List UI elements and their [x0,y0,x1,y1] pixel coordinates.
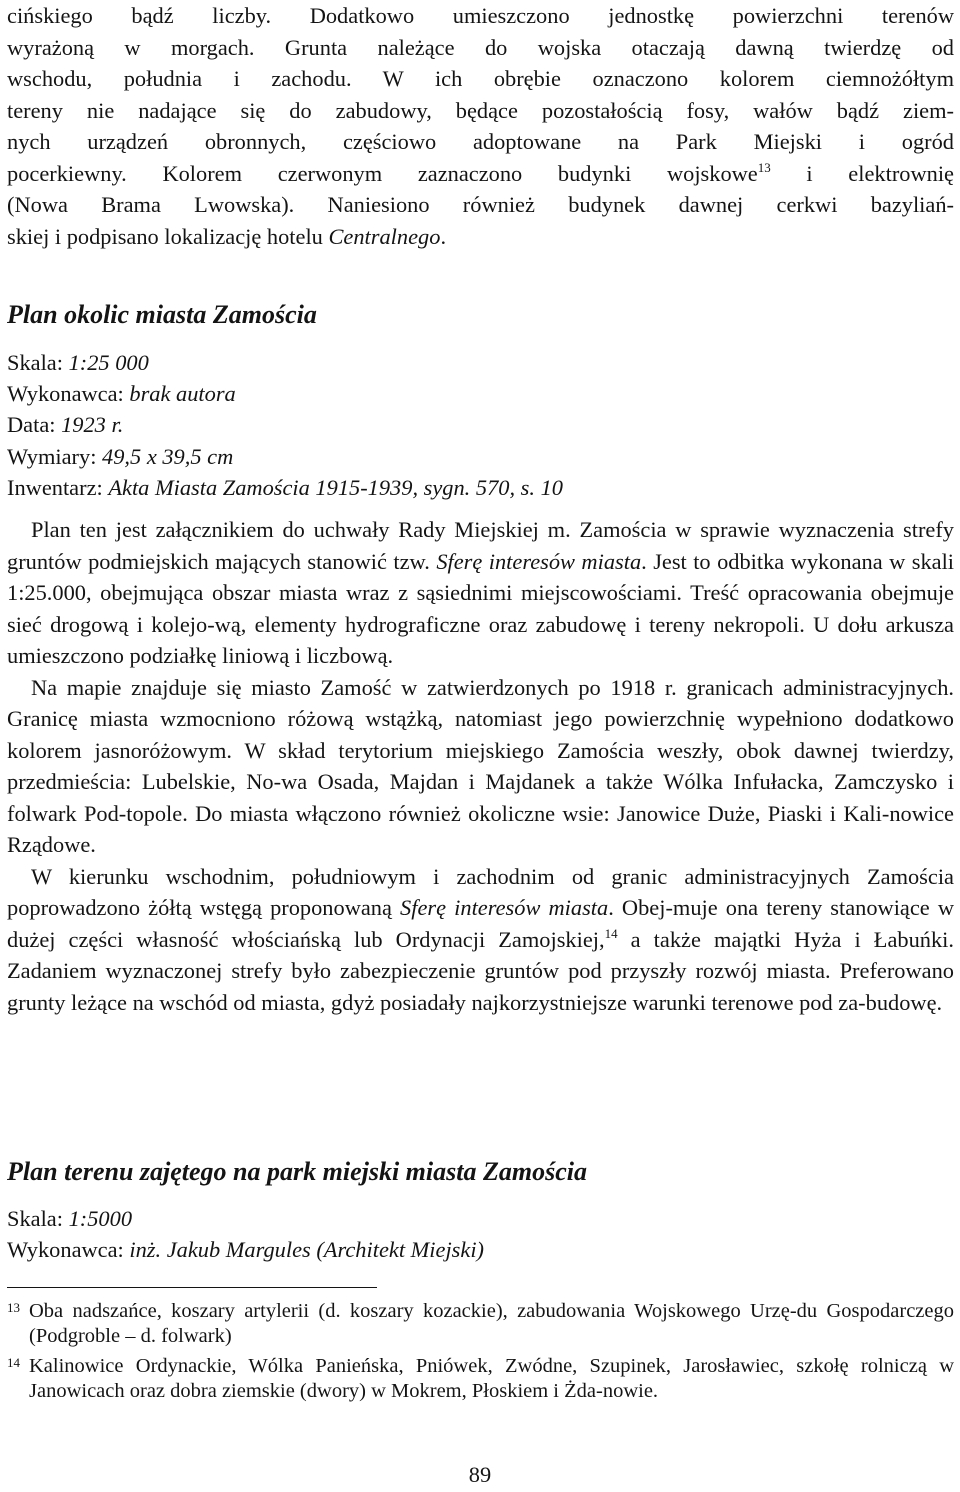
section-metadata [7,347,954,503]
text-run: . [440,223,447,249]
text-run: pocerkiewny. Kolorem czerwonym zaznaczono budynki wojskowe [7,160,758,186]
meta-dimensions [7,441,954,472]
meta-scale [7,1203,954,1234]
footnote-13 [7,1299,954,1348]
footnote-separator [7,1287,377,1288]
meta-label: Wykonawca: [7,381,130,407]
meta-scale [7,347,954,378]
footnote-text: Oba nadszańce, koszary artylerii (d. koszary kozackie), zabudowania Wojskowego Urzę-du Gospodarczego (Podgroble – d. folwark) [29,1300,954,1347]
body-paragraph: Na mapie znajduje się miasto Zamość w zatwierdzonych po 1918 r. granicach administracyjnych. Granicę miasta wzmocniono różową wstążką, natomiast jego powierzchnię wypełniono dodatkowo kolorem jasnoróżowym. W skład terytorium miejskiego Zamościa weszły, obok dawnej twierdzy, przedmieścia: Lubelskie, No-wa Osada, Majdan i Majdanek a także Wólka Infułacka, Zamczysko i folwark Pod-topole. Do miasta włączono również okoliczne wsie: Janowice Duże, Piaski i Kali-nowice Rządowe. [7,674,954,857]
text-line: wschodu, południa i zachodu. W ich obrębie oznaczono kolorem ciemnożółtym [7,66,954,91]
meta-value: inż. Jakub Margules (Architekt Miejski) [129,1237,484,1263]
meta-author [7,1234,954,1265]
meta-label: Inwentarz: [7,474,109,500]
footnote-14 [7,1354,954,1403]
meta-label: Data: [7,412,62,438]
meta-value: 1:5000 [68,1206,133,1231]
text-line: nych urządzeń obronnych, częściowo adoptowane na Park Miejski i ogród [7,129,954,154]
section-body [7,514,954,1018]
meta-inventory [7,472,954,503]
section-title: Plan terenu zajętego na park miejski miasta Zamościa [7,1157,587,1186]
text-line [7,221,954,253]
section-metadata [7,1203,954,1265]
footnotes [7,1299,954,1403]
meta-value: 1:25 000 [68,350,149,375]
body-paragraph [7,514,954,672]
text-run-italic: Sferę interesów miasta [436,548,642,574]
meta-author [7,378,954,409]
footnote-number: 14 [7,1355,20,1370]
text-run: W kierunku wschodnim, południowym i zachodnim od granic administracyjnych Zamościa poprowadzono żółtą wstęgą proponowaną [7,863,954,920]
text-run-italic: Sferę interesów miasta [400,895,609,920]
text-line: tereny nie nadające się do zabudowy, będące pozostałością fosy, wałów bądź ziem- [7,97,954,123]
text-run: skiej i podpisano lokalizację hotelu [7,223,329,249]
footnote-text: Kalinowice Ordynackie, Wólka Panieńska, Pniówek, Zwódne, Szupinek, Jarosławiec, szkołę rolniczą w Janowicach oraz dobra ziemskie (dwory) w Mokrem, Płoskiem i Żda-nowie. [29,1355,954,1402]
body-paragraph [7,861,954,1019]
text-run-italic: Centralnego [328,223,441,249]
opening-paragraph [7,0,954,252]
page-number: 89 [468,1462,492,1487]
text-line: cińskiego bądź liczby. Dodatkowo umieszczono jednostkę powierzchni terenów [7,3,954,28]
footnote-ref-13: 13 [757,159,771,175]
meta-label: Wymiary: [7,443,103,469]
section-title: Plan okolic miasta Zamościa [7,300,317,329]
footnote-number: 13 [7,1300,20,1315]
text-line [7,158,954,190]
text-line: (Nowa Brama Lwowska). Naniesiono również budynek dawnej cerkwi bazyliań- [7,192,954,217]
meta-value: brak autora [129,381,236,407]
text-run: i elektrownię [770,160,954,186]
meta-label: Skala: [7,1206,69,1231]
footnote-ref-14: 14 [604,925,618,941]
text-run: . Obej-muje ona tereny stanowiące w dużej części własność włościańską lub Ordynacji Zamojskiej, [7,895,955,952]
meta-value: Akta Miasta Zamościa 1915-1939, sygn. 570, s. 10 [108,474,563,500]
meta-label: Wykonawca: [7,1237,130,1263]
meta-label: Skala: [7,350,69,375]
meta-value: 49,5 x 39,5 cm [102,443,234,469]
text-run: . Jest to odbitka wykonana w skali 1:25.000, obejmująca obszar miasta wraz z sąsiednimi miejscowościami. Treść opracowania obejmuje sieć drogową i kolejo-wą, elementy hydrograficzne oraz zabudowę i tereny nekropoli. U dołu arkusza umieszczono podziałkę liniową i liczbową. [7,548,955,668]
text-run: a także majątki Hyża i Łabuńki. Zadaniem wyznaczonej strefy było zabezpieczenie gruntów pod przyszły rozwój miasta. Preferowano grunty leżące na wschód od miasta, gdyż posiadały najkorzystniejsze warunki terenowe pod za-budowę. [7,926,954,1015]
meta-date [7,409,954,440]
text-line: wyrażoną w morgach. Grunta należące do wojska otaczają dawną twierdzę od [7,34,954,60]
text-run: Plan ten jest załącznikiem do uchwały Rady Miejskiej m. Zamościa w sprawie wyznaczenia strefy gruntów podmiejskich mających stanowić tzw. [7,517,954,574]
meta-value: 1923 r. [61,412,124,438]
